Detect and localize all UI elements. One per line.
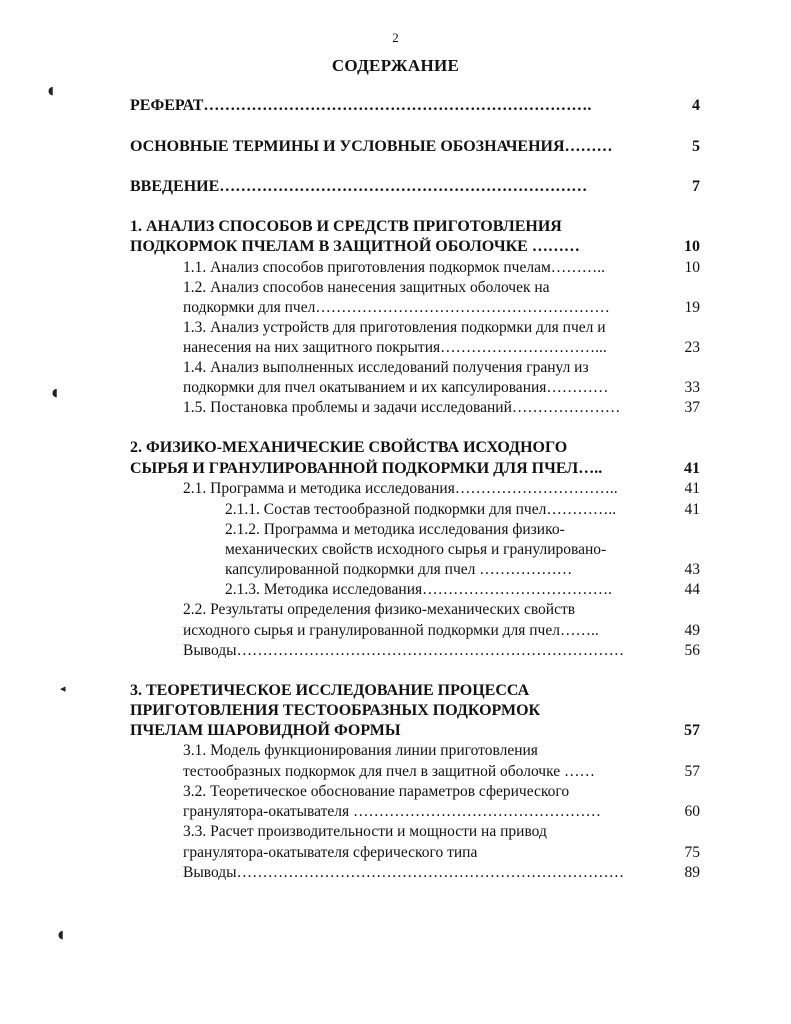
toc-entry-page: 56 xyxy=(684,642,700,659)
toc-entry-text: 3.1. Модель функционирования линии приготовления xyxy=(183,742,538,759)
toc-entry-page: 43 xyxy=(684,561,700,578)
toc-entry-2-1 xyxy=(0,479,791,499)
toc-entry-page: 57 xyxy=(684,763,700,780)
toc-entry-page: 4 xyxy=(692,97,700,114)
toc-entry-text: ВВЕДЕНИЕ…………………………………………………………… xyxy=(130,178,588,195)
toc-entry-1-1 xyxy=(0,258,791,278)
toc-entry-text: подкормки для пчел окатыванием и их капсулирования………… xyxy=(183,379,609,396)
toc-entry-2-1-2 xyxy=(0,520,791,540)
toc-entry-abstract xyxy=(0,96,791,116)
toc-entry-3-1 xyxy=(0,762,791,782)
toc-entry-text: 2.1.1. Состав тестообразной подкормки для пчел………….. xyxy=(225,501,617,518)
toc-entry-2-1-1 xyxy=(0,500,791,520)
toc-entry-text: нанесения на них защитного покрытия…………………………... xyxy=(183,339,607,356)
toc-entry-text: 1.4. Анализ выполненных исследований получения гранул из xyxy=(183,359,589,376)
toc-entry-text: 1.1. Анализ способов приготовления подкормок пчелам……….. xyxy=(183,259,606,276)
toc-entry-text: Выводы………………………………………………………………… xyxy=(183,864,625,881)
toc-entry-text: 1. АНАЛИЗ СПОСОБОВ И СРЕДСТВ ПРИГОТОВЛЕНИЯ xyxy=(130,218,562,235)
toc-chapter-2-heading xyxy=(0,459,791,479)
toc-entry-page: 75 xyxy=(684,844,700,861)
toc-entry-page: 44 xyxy=(684,581,700,598)
toc-entry-page: 41 xyxy=(684,460,700,477)
toc-entry-page: 5 xyxy=(692,138,700,155)
toc-entry-text: СЫРЬЯ И ГРАНУЛИРОВАННОЙ ПОДКОРМКИ ДЛЯ ПЧЕЛ….. xyxy=(130,460,603,477)
toc-entry-page: 10 xyxy=(684,259,700,276)
scan-mark-icon: ◖ xyxy=(52,386,58,399)
toc-entry-conclusions-2 xyxy=(0,641,791,661)
toc-entry-3-2 xyxy=(0,802,791,822)
toc-entry-text: 3. ТЕОРЕТИЧЕСКОЕ ИССЛЕДОВАНИЕ ПРОЦЕССА xyxy=(130,682,530,699)
toc-entry-1-3 xyxy=(0,338,791,358)
toc-entry-text: 1.3. Анализ устройств для приготовления подкормки для пчел и xyxy=(183,319,606,336)
toc-entry-text: ПЧЕЛАМ ШАРОВИДНОЙ ФОРМЫ xyxy=(130,722,401,739)
toc-entry-page: 49 xyxy=(684,622,700,639)
toc-entry-page: 89 xyxy=(684,864,700,881)
toc-entry-page: 23 xyxy=(684,339,700,356)
toc-entry-text: ПОДКОРМОК ПЧЕЛАМ В ЗАЩИТНОЙ ОБОЛОЧКЕ ……… xyxy=(130,238,580,255)
toc-entry-text: 3.3. Расчет производительности и мощности на привод xyxy=(183,823,547,840)
toc-chapter-3-heading xyxy=(0,681,791,701)
toc-entry-text: 1.5. Постановка проблемы и задачи исследований………………… xyxy=(183,399,621,416)
page-number: 2 xyxy=(392,30,399,45)
toc-entry-text: 2.1.2. Программа и методика исследования физико- xyxy=(225,521,565,538)
toc-entry-page: 10 xyxy=(684,238,700,255)
toc-entry-text: ПРИГОТОВЛЕНИЯ ТЕСТООБРАЗНЫХ ПОДКОРМОК xyxy=(130,702,541,719)
toc-entry-introduction xyxy=(0,177,791,197)
toc-entry-3-3 xyxy=(0,822,791,842)
page-title: СОДЕРЖАНИЕ xyxy=(331,56,460,75)
scan-mark-icon: ◖ xyxy=(58,928,64,941)
toc-entry-text: капсулированной подкормки для пчел ……………… xyxy=(225,561,573,578)
toc-entry-page: 41 xyxy=(684,480,700,497)
toc-entry-conclusions-3 xyxy=(0,863,791,883)
toc-entry-text: исходного сырья и гранулированной подкормки для пчел…….. xyxy=(183,622,599,639)
toc-entry-2-1-2 xyxy=(0,540,791,560)
toc-entry-1-3 xyxy=(0,318,791,338)
toc-entry-page: 41 xyxy=(684,501,700,518)
toc-entry-terms xyxy=(0,137,791,157)
toc-entry-page: 60 xyxy=(684,803,700,820)
toc-chapter-3-heading xyxy=(0,721,791,741)
scan-mark-icon: ◖ xyxy=(48,84,54,97)
toc-entry-3-3 xyxy=(0,843,791,863)
toc-entry-1-4 xyxy=(0,358,791,378)
toc-entry-3-2 xyxy=(0,782,791,802)
toc-entry-page: 33 xyxy=(684,379,700,396)
toc-entry-2-2 xyxy=(0,600,791,620)
scan-mark-icon: ◂ xyxy=(60,682,66,695)
toc-entry-text: подкормки для пчел………………………………………………… xyxy=(183,299,610,316)
toc-entry-text: гранулятора-окатывателя ………………………………………… xyxy=(183,803,602,820)
toc-entry-text: 2. ФИЗИКО-МЕХАНИЧЕСКИЕ СВОЙСТВА ИСХОДНОГО xyxy=(130,439,568,456)
toc-chapter-1-heading xyxy=(0,237,791,257)
toc-entry-2-1-3 xyxy=(0,580,791,600)
toc-entry-text: 2.1.3. Методика исследования………………………………. xyxy=(225,581,613,598)
toc-entry-text: 1.2. Анализ способов нанесения защитных оболочек на xyxy=(183,279,550,296)
toc-chapter-1-heading xyxy=(0,217,791,237)
toc-entry-1-4 xyxy=(0,378,791,398)
toc-entry-1-5 xyxy=(0,398,791,418)
toc-entry-text: ОСНОВНЫЕ ТЕРМИНЫ И УСЛОВНЫЕ ОБОЗНАЧЕНИЯ……… xyxy=(130,138,613,155)
toc-chapter-2-heading xyxy=(0,438,791,458)
toc-entry-text: механических свойств исходного сырья и гранулировано- xyxy=(225,541,607,558)
toc-chapter-3-heading xyxy=(0,701,791,721)
toc-entry-text: 2.1. Программа и методика исследования………………………….. xyxy=(183,480,618,497)
toc-entry-2-2 xyxy=(0,621,791,641)
toc-entry-text: 2.2. Результаты определения физико-механических свойств xyxy=(183,601,576,618)
toc-entry-text: Выводы………………………………………………………………… xyxy=(183,642,625,659)
toc-entry-text: 3.2. Теоретическое обоснование параметров сферического xyxy=(183,783,570,800)
toc-entry-2-1-2 xyxy=(0,560,791,580)
toc-entry-text: РЕФЕРАТ………………………………………………………………. xyxy=(130,97,592,114)
toc-entry-1-2 xyxy=(0,278,791,298)
toc-entry-text: тестообразных подкормок для пчел в защитной оболочке …… xyxy=(183,763,595,780)
toc-entry-page: 7 xyxy=(692,178,700,195)
toc-entry-page: 37 xyxy=(684,399,700,416)
toc-entry-text: гранулятора-окатывателя сферического типа xyxy=(183,844,478,861)
toc-entry-3-1 xyxy=(0,741,791,761)
toc-entry-1-2 xyxy=(0,298,791,318)
toc-entry-page: 57 xyxy=(684,722,700,739)
toc-entry-page: 19 xyxy=(684,299,700,316)
